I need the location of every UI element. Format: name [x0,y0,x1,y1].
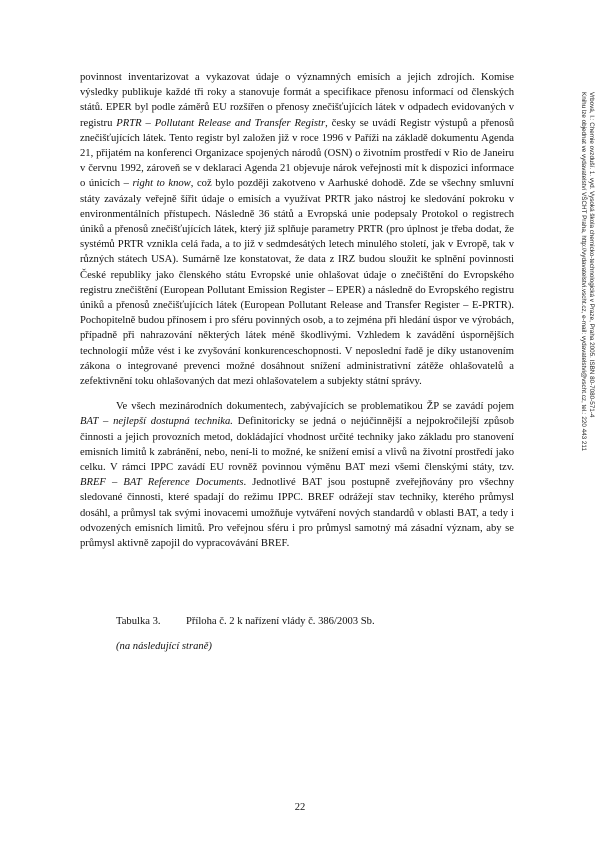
table-title: Příloha č. 2 k nařízení vlády č. 386/2003 Sb. [186,616,375,627]
paragraph-2-text: Definitoricky se jedná o nejúčinnější a nejpokročilejší způsob činnosti a jejich provozních metod, dokládající vhodnost určité techniky jako základu pro stanovení emisních limitů k zabránění, nebo, není-li to možné, ke snížení emisí a vlivů na životní prostředí jako celku. V rámci IPPC zavádí EU rovněž povinnou výměnu BAT mezi všemi členskými státy, tzv. [80,416,514,474]
side-note [567,92,600,652]
paragraph-1-text: , což bylo později zakotveno v Aarhuské dohodě. Zde se všechny smluvní státy zavázaly veřejně šířit údaje o emisích a využívat PRTR jako nástroj ke sledování pokroku v environmentálních přístupech. Následně 36 států a Evropská unie podepsaly Protokol o registrech úniků a přenosů znečišťujících látek, který již splňuje parametry PRTR (pro úplnost je třeba dodat, že systémů PRTR vznikla celá řada, a to již v sedmdesátých letech minulého století, jak v Evropě, tak v různých státech USA). Sumárně lze konstatovat, že data z IRZ budou sloužit ke splnění povinnosti České republiky jako členského státu Evropské unie ohlašovat údaje o znečištění do Evropského registru znečištění (European Pollutant Emission Register – EPER) a následně do Evropského registru úniků a přenosů znečišťujících látek (European Pollutant Release and Transfer Register – E-PRTR). Pochopitelně budou přínosem i pro sféru povinných osob, a to zejména při hledání úspor ve výrobách, případně při nahrazování některých látek méně škodlivými. Vzhledem k zavádění úspornějších technologií může vést i ke zvyšování konkurenceschopnosti. V neposlední řadě je díky ustanovením zákona o integrované prevenci možné dosáhnout snížení administrativní zátěže ohlašovatelů a zefektivnění toku ohlašovaných dat mezi ohlašovatelem a subjekty státní správy. [80,178,514,388]
bat-term: BAT – nejlepší dostupná technika. [80,416,233,428]
table-caption [116,616,375,627]
paragraph-1 [80,70,514,389]
side-note-text [578,92,595,652]
prtr-term: PRTR – Pollutant Release and Transfer Registr [116,117,326,129]
continued-note: (na následující straně) [116,641,212,652]
bref-term: BREF – BAT Reference Documents [80,477,244,489]
paragraph-2-text: Ve všech mezinárodních dokumentech, zabývajících se problematikou ŽP se zavádí pojem [116,401,514,413]
right-to-know-term: right to know [132,178,191,190]
page-number: 22 [294,802,306,813]
table-number: Tabulka 3. [116,616,161,627]
side-note-line-1: Vrbová, I.: Chemie ovzduší. 1. vyd. Vysoká škola chemicko-technologická v Praze, Praha 2005. ISBN 80-7080-571-4 [588,92,595,418]
paragraph-1-text: , česky se uvádí Registr výstupů a přenosů znečišťujících látek. Tento registr byl založen již v roce 1996 v Paříži na základě dokumentu Agenda 21, přijatém na konferenci Organizace spojených národů (OSN) o životním prostředí v Rio de Janeiru v červnu 1992, zároveň se v deklaraci Agenda 21 objevuje nárok veřejnosti mít k dispozici informace o únicích – [80,117,514,190]
side-note-line-2: Knihu lze objednat ve vydavatelství VŠCHT Praha, http://vydavatelstvi.vscht.cz, e-mail: vydavatelstvi@vscht.cz, tel.: 220 443 211 [579,92,587,451]
paragraph-2 [80,399,514,551]
body-text [80,70,514,551]
paragraph-1-text: povinnost inventarizovat a vykazovat údaje o významných emisích a jejich zdrojích. Komise výsledky publikuje každé tři roky a stanovuje formát a specifikace přenosu informací od členských států. EPER byl podle záměrů EU rozšířen o přenosy znečišťujících látek v odpadech evidovaných v registru [80,72,514,129]
paragraph-2-text: . Jednotlivé BAT jsou postupně zveřejňovány pro všechny sledované činnosti, které spadají do režimu IPPC. BREF odrážejí stav techniky, kterého průmysl dosáhl, a průmysl tak svými inovacemi umožňuje vytváření nových standardů v oblasti BAT, a tedy i odvozených emisních limitů. Pro veřejnou sféru i pro průmysl samotný má zásadní význam, aby se průmysl aktivně zapojil do vypracovávání BREF. [80,477,514,550]
